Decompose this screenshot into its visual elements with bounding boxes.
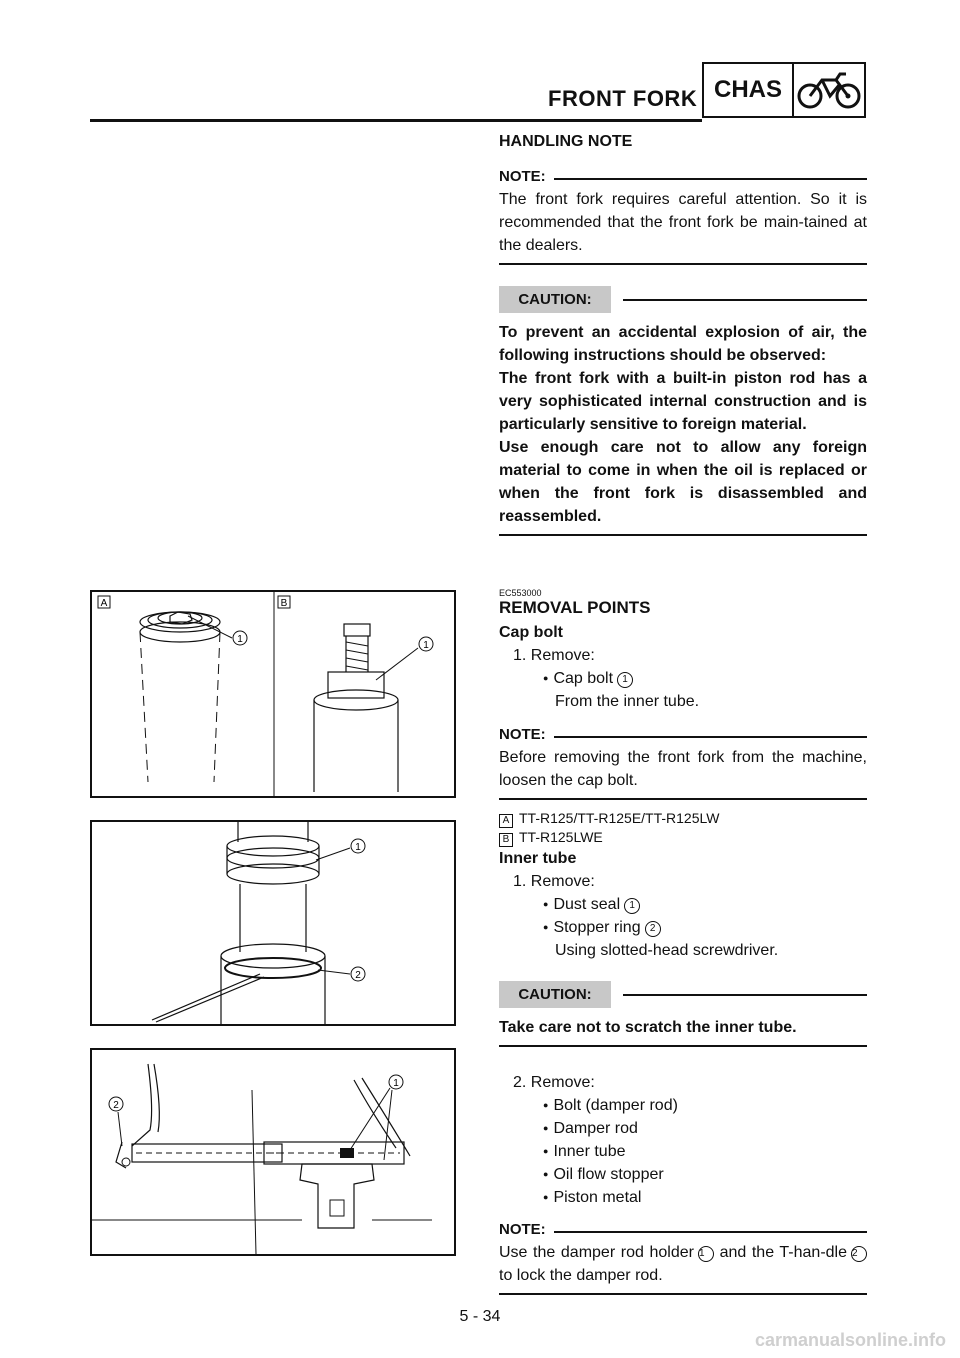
figure-label-a: A (100, 598, 108, 609)
handling-title: HANDLING NOTE (499, 133, 633, 150)
section-badge (702, 62, 866, 118)
caution-label (499, 286, 867, 313)
caution-label (499, 981, 867, 1008)
figure-callout: 2 (355, 970, 361, 981)
legend-b (499, 828, 867, 847)
figure-label-b: B (280, 598, 288, 609)
figure-callout: 1 (237, 634, 243, 645)
figure-callout: 1 (423, 640, 429, 651)
note-text: to lock the damper rod. (499, 1267, 663, 1284)
handling-section (499, 130, 867, 536)
note-label-text: NOTE: (499, 1221, 546, 1238)
header-rule (90, 119, 702, 122)
cap-bolt-item (499, 667, 867, 690)
callout-number: 1 (624, 898, 640, 914)
note-label (499, 723, 867, 746)
note-text: and the T-han-dle (719, 1244, 848, 1261)
cap-bolt-item-text: Cap bolt (553, 670, 614, 687)
section-code: CHAS (704, 64, 794, 116)
legend-text: TT-R125/TT-R125E/TT-R125LW (519, 810, 720, 826)
note-label-text: NOTE: (499, 726, 546, 743)
callout-number: 2 (851, 1246, 867, 1262)
step2-item: ● Piston metal (499, 1186, 867, 1209)
figure-cap-bolt (90, 590, 456, 798)
cap-bolt-sub: From the inner tube. (555, 693, 700, 710)
caution-text-3: Use enough care not to allow any foreign material to come in when the oil is replaced or when the front fork is disassembled and reassembled. (499, 439, 867, 525)
note-label-text: NOTE: (499, 168, 546, 185)
item-text: Dust seal (553, 896, 621, 913)
divider (499, 534, 867, 536)
inner-tube-item (499, 893, 867, 916)
legend-key: B (499, 833, 513, 847)
watermark: carmanualsonline.info (754, 1330, 946, 1350)
caution-tag: CAUTION: (499, 981, 611, 1008)
cap-bolt-note-text: Before removing the front fork from the machine, loosen the cap bolt. (499, 749, 867, 789)
figure-damper-rod (90, 1048, 456, 1256)
divider (499, 798, 867, 800)
step2-item: ● Damper rod (499, 1117, 867, 1140)
inner-tube-heading: Inner tube (499, 850, 577, 867)
legend-a (499, 809, 867, 828)
inner-tube-step: 1. Remove: (513, 873, 595, 890)
motorcycle-icon (794, 64, 864, 116)
legend-text: TT-R125LWE (519, 829, 603, 845)
figure-callout: 2 (113, 1100, 119, 1111)
note-label (499, 165, 867, 188)
handling-note-text: The front fork requires careful attention. So it is recommended that the front fork be main-tained at the dealers. (499, 191, 867, 254)
removal-section (499, 588, 867, 1295)
caution-text-1: To prevent an accidental explosion of air, the following instructions should be observed: (499, 324, 867, 364)
step2-note-text (499, 1241, 867, 1287)
inner-tube-sub: Using slotted-head screwdriver. (555, 942, 779, 959)
callout-number: 1 (617, 672, 633, 688)
cap-bolt-heading: Cap bolt (499, 624, 563, 641)
page-title: FRONT FORK (548, 86, 698, 111)
caution-text-2: The front fork with a built-in piston rod has a very sophisticated internal construction and is particularly sensitive to foreign material. (499, 370, 867, 433)
item-text: Stopper ring (553, 919, 641, 936)
caution-tag: CAUTION: (499, 286, 611, 313)
divider (499, 263, 867, 265)
step2-step: 2. Remove: (513, 1074, 595, 1091)
removal-title: REMOVAL POINTS (499, 598, 651, 617)
figure-callout: 1 (393, 1078, 399, 1089)
figure-callout: 1 (355, 842, 361, 853)
callout-number: 2 (645, 921, 661, 937)
step2-item: ● Oil flow stopper (499, 1163, 867, 1186)
divider (499, 1293, 867, 1295)
step2-item: ● Inner tube (499, 1140, 867, 1163)
divider (499, 1045, 867, 1047)
callout-number: 1 (698, 1246, 714, 1262)
note-text: Use the damper rod holder (499, 1244, 694, 1261)
figure-inner-tube (90, 820, 456, 1026)
note-label (499, 1218, 867, 1241)
inner-tube-item (499, 916, 867, 939)
step2-item: ● Bolt (damper rod) (499, 1094, 867, 1117)
legend-key: A (499, 814, 513, 828)
inner-tube-caution-text: Take care not to scratch the inner tube. (499, 1019, 797, 1036)
page-number: 5 - 34 (459, 1308, 501, 1325)
cap-bolt-step: 1. Remove: (513, 647, 595, 664)
section-code-ref: EC553000 (499, 588, 542, 598)
